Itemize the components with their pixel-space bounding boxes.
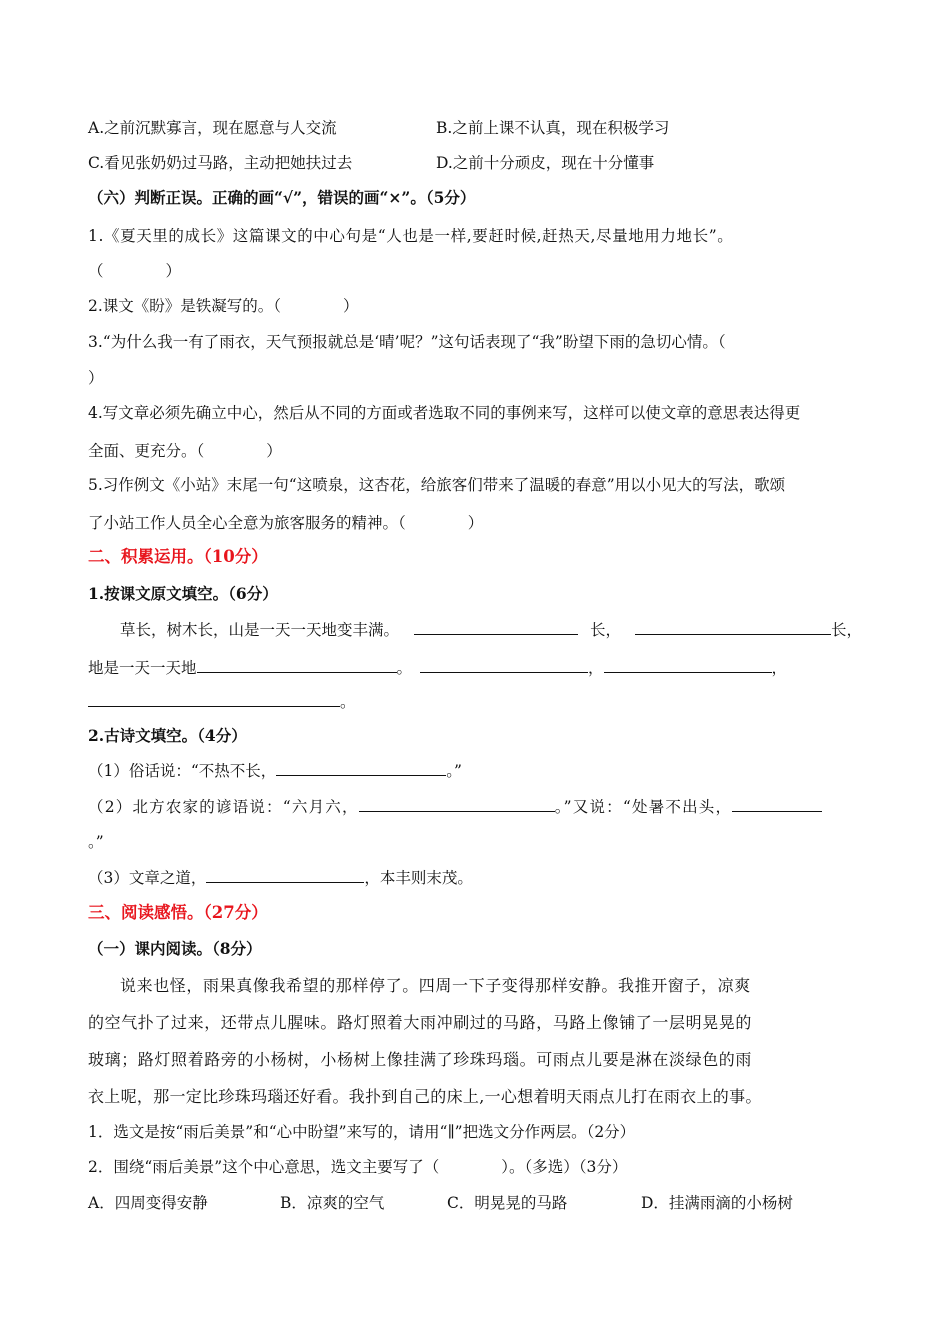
fill-line1 [120, 620, 862, 640]
judge-q1: 1.《夏天里的成长》这篇课文的中心句是“人也是一样,要赶时候,赶热天,尽量地用力地长”。 [88, 227, 734, 245]
fill-blank-3[interactable] [197, 658, 397, 673]
option-d: D.之前十分顽皮，现在十分懂事 [436, 154, 655, 172]
fill-blank-4[interactable] [420, 658, 588, 673]
reading-q2-option-b: B．凉爽的空气 [280, 1194, 385, 1212]
fill-line2 [88, 658, 787, 678]
section2-title: 二、积累运用。（10分） [88, 547, 268, 566]
poem-q2 [88, 797, 822, 817]
fill-line1-end: 长， [830, 621, 862, 639]
fill-line3-end: 。 [340, 693, 356, 711]
section3-title: 三、阅读感悟。（27分） [88, 903, 268, 922]
judge-q5-line2: 了小站工作人员全心全意为旅客服务的精神。（ ） [88, 514, 484, 532]
poem-q3 [88, 868, 473, 888]
poem-q2-start: （2）北方农家的谚语说：“六月六， [88, 798, 359, 816]
reading-q2-option-d: D．挂满雨滴的小杨树 [641, 1194, 793, 1212]
poem-blank-4[interactable] [206, 868, 364, 883]
passage-line2: 的空气扑了过来，还带点儿腥味。路灯照着大雨冲刷过的马路，马路上像铺了一层明晃晃的 [88, 1013, 753, 1032]
judge-q3: 3.“为什么我一有了雨衣，天气预报就总是‘晴’呢？”这句话表现了“我”盼望下雨的急切心情。（ [88, 333, 726, 351]
judge-q5-line1: 5.习作例文《小站》末尾一句“这喷泉，这杏花，给旅客们带来了温暖的春意”用以小见大的写法，歌颂 [88, 476, 786, 494]
poem-blank-2[interactable] [359, 797, 555, 812]
fill-line2-p1: 。 [396, 659, 413, 677]
option-b: B.之前上课不认真，现在积极学习 [436, 119, 670, 137]
reading-q1: 1．选文是按“雨后美景”和“心中盼望”来写的，请用“∥”把选文分作两层。（2分） [88, 1123, 636, 1141]
passage-line4: 衣上呢，那一定比珍珠玛瑙还好看。我扑到自己的床上,一心想着明天雨点儿打在雨衣上的事。 [88, 1087, 762, 1106]
passage-line3: 玻璃；路灯照着路旁的小杨树，小杨树上像挂满了珍珠玛瑙。可雨点儿要是淋在淡绿色的雨 [88, 1050, 753, 1069]
reading-subheading: （一）课内阅读。（8分） [88, 939, 262, 958]
reading-q2: 2．围绕“雨后美景”这个中心意思，选文主要写了（ ）。（多选）（3分） [88, 1158, 628, 1176]
fill-line3 [88, 692, 356, 712]
option-a: A.之前沉默寡言，现在愿意与人交流 [88, 119, 337, 137]
poem-q3-start: （3）文章之道， [88, 869, 207, 887]
judge-q4-line1: 4.写文章必须先确立中心，然后从不同的方面或者选取不同的事例来写，这样可以使文章的意思表达得更 [88, 404, 801, 422]
fill-line2-p2: ， [588, 659, 604, 677]
poem-q2-mid: 。”又说：“处暑不出头， [554, 798, 733, 816]
judge-heading: （六）判断正误。正确的画“√”，错误的画“×”。（5分） [88, 188, 476, 207]
poem-q3-end: ，本丰则末茂。 [364, 869, 473, 887]
judge-q2: 2.课文《盼》是铁凝写的。（ ） [88, 297, 359, 315]
poem-q1 [88, 761, 462, 781]
fill-heading: 1.按课文原文填空。（6分） [88, 584, 278, 603]
fill-line1-mid: 长， [589, 621, 621, 639]
poem-q2-cont: 。” [88, 833, 104, 851]
poem-blank-1[interactable] [276, 761, 446, 776]
poem-heading: 2.古诗文填空。（4分） [88, 726, 247, 745]
poem-q1-start: （1）俗话说：“不热不长， [88, 762, 277, 780]
fill-line2-p3: ， [771, 659, 788, 677]
fill-blank-6[interactable] [88, 692, 340, 707]
fill-blank-5[interactable] [604, 658, 772, 673]
option-c: C.看见张奶奶过马路，主动把她扶过去 [88, 154, 353, 172]
judge-q3-close: ） [88, 369, 104, 387]
fill-blank-1[interactable] [414, 620, 578, 635]
reading-q2-option-c: C．明晃晃的马路 [447, 1194, 568, 1212]
fill-line2-start: 地是一天一天地 [88, 659, 197, 677]
fill-blank-2[interactable] [635, 620, 831, 635]
reading-q2-option-a: A．四周变得安静 [88, 1194, 208, 1212]
fill-line1-start: 草长，树木长，山是一天一天地变丰满。 [120, 621, 400, 639]
passage-line1: 说来也怪，雨果真像我希望的那样停了。四周一下子变得那样安静。我推开窗子，凉爽 [120, 976, 751, 995]
judge-q4-line2: 全面、更充分。（ ） [88, 442, 282, 460]
poem-q1-end: 。” [446, 762, 462, 780]
judge-q1-paren: （ ） [88, 262, 182, 280]
poem-blank-3[interactable] [732, 797, 822, 812]
